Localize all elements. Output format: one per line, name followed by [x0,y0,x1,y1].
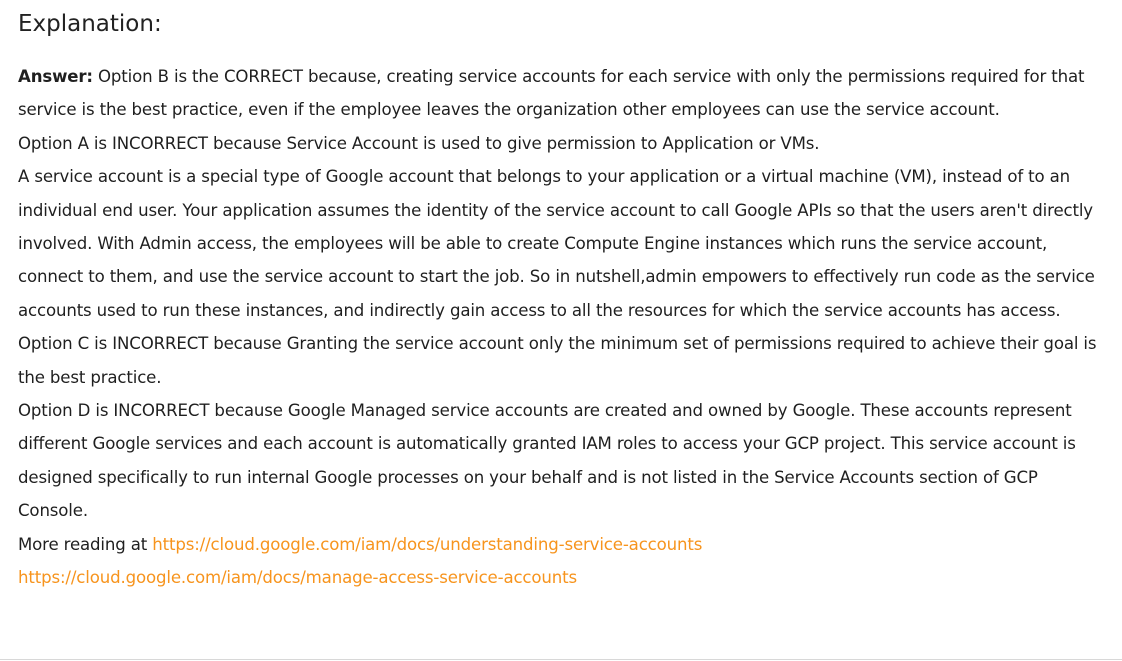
option-a-paragraph: Option A is INCORRECT because Service Account is used to give permission to Application or VMs. [18,133,820,153]
more-reading-label: More reading at [18,534,153,554]
answer-label: Answer: [18,67,93,86]
option-d-paragraph: Option D is INCORRECT because Google Managed service accounts are created and owned by Google. These accounts represent different Google services and each account is automatically granted IAM roles to access your GCP project. This service account is designed specifically to run internal Google processes on your behalf and is not listed in the Service Accounts section of GCP Console. [18,401,1076,521]
explanation-section [18,0,1108,595]
bottom-divider [0,659,1122,660]
manage-access-service-accounts-link[interactable]: https://cloud.google.com/iam/docs/manage-access-service-accounts [18,568,577,588]
answer-text: Option B is the CORRECT because, creating service accounts for each service with only the permissions required for that service is the best practice, even if the employee leaves the organization other employees can use the service account. [18,67,1085,120]
more-reading-paragraph [18,528,1108,595]
service-account-paragraph: A service account is a special type of Google account that belongs to your application or a virtual machine (VM), instead of to an individual end user. Your application assumes the identity of the service account to call Google APIs so that the users aren't directly involved. With Admin access, the employees will be able to create Compute Engine instances which runs the service account, connect to them, and use the service account to start the job. So in nutshell,admin empowers to effectively run code as the service accounts used to run these instances, and indirectly gain access to all the resources for which the service accounts has access. [18,167,1095,320]
understanding-service-accounts-link[interactable]: https://cloud.google.com/iam/docs/understanding-service-accounts [152,534,703,554]
explanation-heading: Explanation: [18,11,162,37]
option-c-paragraph: Option C is INCORRECT because Granting the service account only the minimum set of permissions required to achieve their goal is the best practice. [18,334,1097,387]
answer-paragraph [18,60,1108,127]
